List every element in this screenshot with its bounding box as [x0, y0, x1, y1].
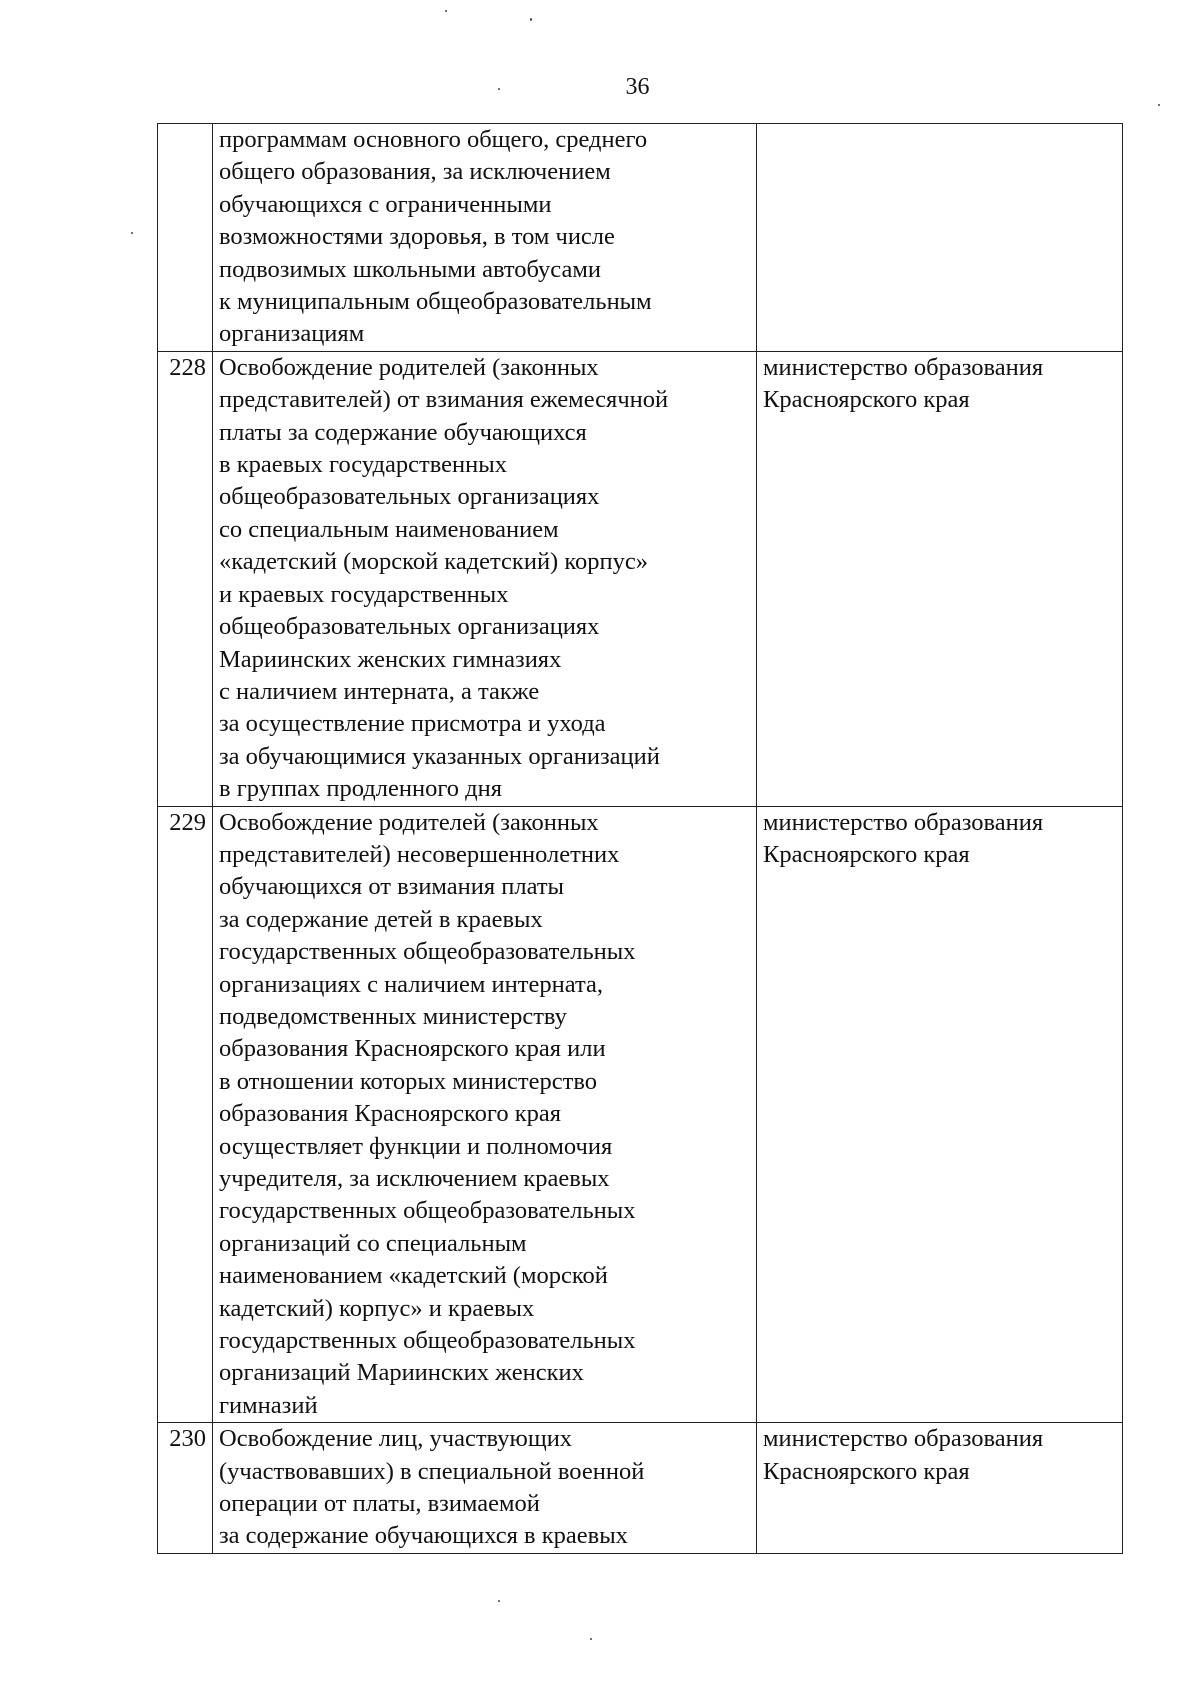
description-line: организациях с наличием интерната,	[219, 970, 603, 998]
description-line: со специальным наименованием	[219, 515, 559, 543]
responsible-organization-cell	[757, 806, 1123, 1423]
document-table	[157, 123, 1123, 1554]
description-cell	[213, 1423, 757, 1554]
description-line: организаций Мариинских женских	[219, 1359, 584, 1387]
description-line: общего образования, за исключением	[219, 158, 611, 186]
description-line: за содержание детей в краевых	[219, 905, 543, 933]
row-number-cell: 229	[158, 806, 213, 1423]
scan-speck	[131, 232, 133, 234]
description-line: организациям	[219, 320, 365, 348]
scan-speck	[530, 18, 532, 21]
description-line: (участвовавших) в специальной военной	[219, 1457, 645, 1485]
description-line: программам основного общего, среднего	[219, 126, 648, 153]
responsible-organization-cell	[757, 1423, 1123, 1554]
table-body	[158, 124, 1123, 1554]
description-line: общеобразовательных организациях	[219, 613, 600, 641]
responsible-organization-cell	[757, 124, 1123, 352]
row-number-cell: 228	[158, 351, 213, 806]
organization-line: министерство образования	[763, 808, 1044, 836]
table-row	[158, 806, 1123, 1423]
description-line: обучающихся с ограниченными	[219, 190, 552, 218]
table-row	[158, 351, 1123, 806]
responsible-organization-cell	[757, 351, 1123, 806]
description-line: образования Красноярского края	[219, 1100, 562, 1128]
description-line: учредителя, за исключением краевых	[219, 1165, 610, 1192]
description-cell	[213, 351, 757, 806]
description-line: в краевых государственных	[219, 451, 507, 479]
scan-speck	[498, 88, 500, 90]
description-line: организаций со специальным	[219, 1229, 527, 1257]
description-line: осуществляет функции и полномочия	[219, 1132, 613, 1160]
description-line: подведомственных министерству	[219, 1002, 567, 1030]
scan-speck	[590, 1638, 592, 1640]
organization-line: Красноярского края	[763, 386, 970, 414]
description-line: представителей) от взимания ежемесячной	[219, 386, 669, 414]
description-line: государственных общеобразовательных	[219, 1327, 636, 1355]
description-line: наименованием «кадетский (морской	[219, 1262, 608, 1290]
table-row	[158, 124, 1123, 352]
row-number-cell	[158, 124, 213, 352]
description-line: «кадетский (морской кадетский) корпус»	[219, 548, 648, 576]
description-line: общеобразовательных организациях	[219, 483, 600, 511]
description-cell	[213, 124, 757, 352]
description-line: за содержание обучающихся в краевых	[219, 1522, 628, 1550]
description-line: возможностями здоровья, в том числе	[219, 223, 615, 251]
scan-speck	[1158, 104, 1160, 106]
organization-line: министерство образования	[763, 1425, 1044, 1453]
description-line: и краевых государственных	[219, 580, 509, 608]
description-line: в группах продленного дня	[219, 775, 502, 803]
description-line: Освобождение родителей (законных	[219, 353, 599, 381]
description-line: операции от платы, взимаемой	[219, 1490, 540, 1518]
description-line: кадетский) корпус» и краевых	[219, 1294, 535, 1322]
description-line: Освобождение лиц, участвующих	[219, 1425, 573, 1453]
description-line: подвозимых школьными автобусами	[219, 255, 601, 283]
description-cell	[213, 806, 757, 1423]
scan-speck	[445, 10, 447, 12]
organization-line: Красноярского края	[763, 840, 970, 868]
description-line: государственных общеобразовательных	[219, 938, 636, 966]
description-line: за обучающимися указанных организаций	[219, 742, 660, 770]
organization-line: Красноярского края	[763, 1457, 970, 1485]
description-line: представителей) несовершеннолетних	[219, 840, 620, 868]
page-number: 36	[625, 74, 650, 100]
table-row	[158, 1423, 1123, 1554]
scan-speck	[498, 1600, 500, 1602]
description-line: обучающихся от взимания платы	[219, 873, 565, 901]
description-line: Мариинских женских гимназиях	[219, 645, 562, 673]
description-line: платы за содержание обучающихся	[219, 418, 587, 446]
description-line: государственных общеобразовательных	[219, 1197, 636, 1225]
description-line: за осуществление присмотра и ухода	[219, 710, 606, 738]
description-line: к муниципальным общеобразовательным	[219, 288, 652, 316]
organization-line: министерство образования	[763, 353, 1044, 381]
description-line: в отношении которых министерство	[219, 1067, 597, 1095]
description-line: Освобождение родителей (законных	[219, 808, 599, 836]
row-number-cell: 230	[158, 1423, 213, 1554]
description-line: гимназий	[219, 1391, 318, 1419]
description-line: образования Красноярского края или	[219, 1035, 606, 1063]
description-line: с наличием интерната, а также	[219, 677, 540, 705]
